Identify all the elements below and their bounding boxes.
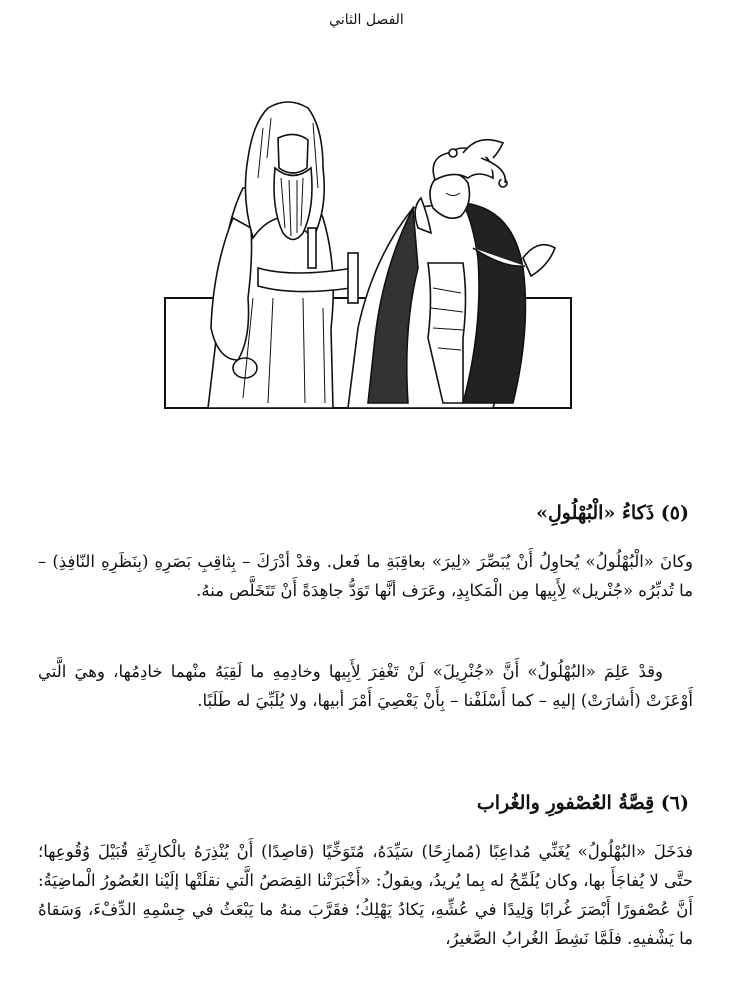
section-5-paragraph-1: وكانَ «الْبُهْلُولُ» يُحاوِلُ أَنْ يُبَصِّرَ «لِيرَ» بعاقِبَةِ ما فَعل. وقدْ أدْرَكَ – بِثاقِبِ بَصَرِهِ (بِنَظَرِهِ النّافِذِ) – ما تُدبِّرُه «جُنْريل» لِأَبِيها مِن الْمَكايِدِ، وعَرَف أنَّها تَوَدُّ جاهِدَةً أَنْ تَتَخَلَّص منهُ. (38, 552, 693, 600)
section-6-paragraph-1: فدَخَلَ «البُهْلُولُ» يُغَنِّي مُداعِبًا (مُمازِحًا) سَيِّدَهُ، مُتَوَخِّيًا (قاصِدًا) أَنْ يُنْذِرَهُ بالْكارِثَةِ قُبَيْلَ وُقُوعِها؛ حتَّى لا يُفاجَأَ بها، وكان يُلَمِّحُ له بِما يُريدُ، ويقولُ: «أَخْبَرَتْنا القِصَصُ الَّتي نقلَتْها إلَيْنا العُصُورُ الْماضِيَةُ: أَنَّ عُصْفورًا أَبْصَرَ غُرابًا وَلِيدًا في عُشِّهِ، يَكادُ يَهْلِكُ؛ فقَرَّبَ منهُ ما يَبْعَثُ في جِسْمِهِ الدِّفْءَ، وَسَقاهُ ما يَشْفيهِ. فلَمَّا نَشِطَ الغُرابُ الصَّغيرُ، (38, 842, 693, 948)
section-title-5: (٥) ذَكاءُ «الْبُهْلُولِ» (536, 502, 689, 524)
section-5-paragraph-2: وقدْ عَلِمَ «البُهْلُولُ» أَنَّ «جُنْرِيلَ» لَنْ تَغْفِرَ لِأَبِيها وخادِمِهِ ما لَقِيَهُ منْهما خادِمُها، وهيَ الَّتي أَوْعَزَتْ (أَشارَتْ) إليهِ – كما أَسْلَفْنا – بِأَنْ يَعْصِيَ أَمْرَ أبيها، ولا يُلَبِّيَ له طَلَبًا. (38, 662, 693, 710)
bahlul-and-lear-illustration-icon (163, 98, 573, 410)
section-title-6: (٦) قِصَّةُ العُصْفورِ والغُراب (476, 792, 689, 814)
running-header: الفصل الثاني (329, 12, 404, 28)
